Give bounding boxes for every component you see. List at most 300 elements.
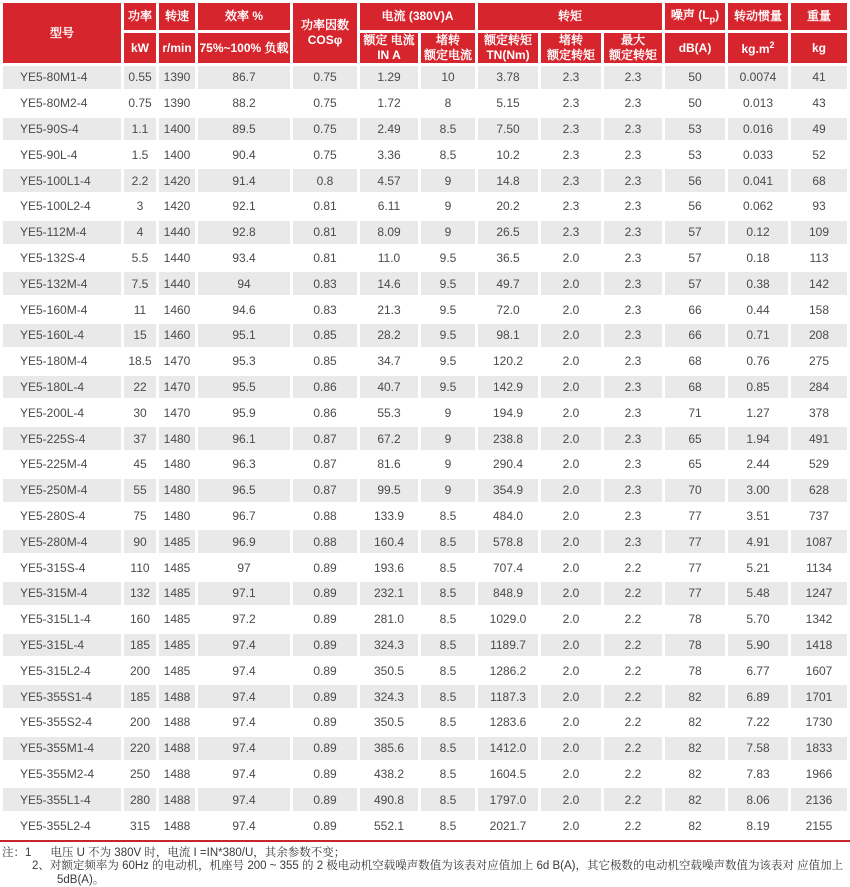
cell-value: 2.3 — [604, 324, 662, 347]
cell-value: 0.89 — [293, 737, 357, 760]
cell-value: 2.2 — [604, 814, 662, 837]
cell-value: 2.0 — [541, 685, 601, 708]
table-row — [3, 427, 847, 450]
footnote-1-text: 电压 U 不为 380V 时，电流 I =IN*380/U，其余参数不变； — [50, 846, 346, 859]
cell-value: 2.3 — [604, 169, 662, 192]
cell-value: 1283.6 — [478, 711, 538, 734]
cell-value: 2.0 — [541, 272, 601, 295]
cell-value: 1460 — [159, 324, 195, 347]
cell-value: 1418 — [791, 634, 847, 657]
cell-value: 1.5 — [124, 143, 156, 166]
cell-value: 95.9 — [198, 401, 290, 424]
cell-value: 36.5 — [478, 247, 538, 270]
cell-value: 10 — [421, 66, 475, 89]
table-row — [3, 272, 847, 295]
cell-model: YE5-250M-4 — [3, 479, 121, 502]
cell-value: 529 — [791, 453, 847, 476]
cell-value: 53 — [665, 118, 725, 141]
cell-value: 8.5 — [421, 634, 475, 657]
cell-value: 281.0 — [360, 608, 418, 631]
cell-value: 0.89 — [293, 582, 357, 605]
cell-value: 1488 — [159, 685, 195, 708]
cell-value: 232.1 — [360, 582, 418, 605]
cell-value: 2.2 — [604, 659, 662, 682]
cell-value: 1.94 — [728, 427, 788, 450]
cell-value: 2.3 — [541, 92, 601, 115]
cell-value: 200 — [124, 659, 156, 682]
cell-value: 5.21 — [728, 556, 788, 579]
cell-value: 11 — [124, 298, 156, 321]
cell-value: 2.3 — [604, 530, 662, 553]
cell-value: 49 — [791, 118, 847, 141]
cell-value: 2.2 — [604, 685, 662, 708]
cell-value: 2.2 — [604, 608, 662, 631]
cell-value: 9 — [421, 169, 475, 192]
cell-value: 1420 — [159, 169, 195, 192]
cell-value: 0.12 — [728, 221, 788, 244]
cell-value: 7.22 — [728, 711, 788, 734]
cell-value: 0.89 — [293, 814, 357, 837]
cell-value: 1480 — [159, 505, 195, 528]
cell-value: 37 — [124, 427, 156, 450]
cell-value: 5.90 — [728, 634, 788, 657]
cell-value: 707.4 — [478, 556, 538, 579]
cell-value: 8.5 — [421, 118, 475, 141]
cell-value: 0.0074 — [728, 66, 788, 89]
cell-value: 94.6 — [198, 298, 290, 321]
cell-value: 1286.2 — [478, 659, 538, 682]
cell-value: 2.0 — [541, 453, 601, 476]
cell-value: 1390 — [159, 66, 195, 89]
cell-value: 1485 — [159, 582, 195, 605]
cell-model: YE5-132S-4 — [3, 247, 121, 270]
cell-value: 0.86 — [293, 376, 357, 399]
cell-value: 1189.7 — [478, 634, 538, 657]
cell-value: 77 — [665, 582, 725, 605]
cell-model: YE5-100L2-4 — [3, 195, 121, 218]
cell-value: 97.4 — [198, 737, 290, 760]
cell-value: 15 — [124, 324, 156, 347]
cell-value: 78 — [665, 659, 725, 682]
cell-value: 0.44 — [728, 298, 788, 321]
cell-value: 2.0 — [541, 763, 601, 786]
cell-value: 55 — [124, 479, 156, 502]
cell-value: 57 — [665, 221, 725, 244]
table-row — [3, 582, 847, 605]
cell-value: 491 — [791, 427, 847, 450]
cell-value: 0.81 — [293, 247, 357, 270]
cell-value: 9 — [421, 453, 475, 476]
cell-value: 71 — [665, 401, 725, 424]
table-row — [3, 298, 847, 321]
cell-value: 14.6 — [360, 272, 418, 295]
cell-value: 11.0 — [360, 247, 418, 270]
cell-value: 0.18 — [728, 247, 788, 270]
cell-value: 133.9 — [360, 505, 418, 528]
cell-value: 1.29 — [360, 66, 418, 89]
table-row — [3, 195, 847, 218]
cell-value: 77 — [665, 556, 725, 579]
cell-model: YE5-90L-4 — [3, 143, 121, 166]
cell-value: 2.0 — [541, 634, 601, 657]
cell-value: 0.89 — [293, 634, 357, 657]
cell-value: 350.5 — [360, 711, 418, 734]
cell-value: 132 — [124, 582, 156, 605]
cell-value: 8.09 — [360, 221, 418, 244]
cell-value: 40.7 — [360, 376, 418, 399]
cell-value: 92.8 — [198, 221, 290, 244]
cell-value: 97.4 — [198, 711, 290, 734]
cell-value: 9 — [421, 221, 475, 244]
cell-value: 2.0 — [541, 788, 601, 811]
cell-value: 4 — [124, 221, 156, 244]
cell-value: 2.3 — [541, 221, 601, 244]
cell-value: 2.3 — [604, 427, 662, 450]
col-header-noise: 噪声 $(L_p)$ — [665, 3, 725, 30]
table-header — [3, 3, 847, 63]
cell-value: 67.2 — [360, 427, 418, 450]
cell-value: 96.5 — [198, 479, 290, 502]
cell-value: 1488 — [159, 737, 195, 760]
cell-model: YE5-160M-4 — [3, 298, 121, 321]
cell-value: 2.0 — [541, 659, 601, 682]
cell-value: 0.75 — [293, 143, 357, 166]
cell-model: YE5-315M-4 — [3, 582, 121, 605]
cell-model: YE5-315L-4 — [3, 634, 121, 657]
cell-value: 0.041 — [728, 169, 788, 192]
col-header-weight: 重量 — [791, 3, 847, 30]
cell-value: 2.0 — [541, 530, 601, 553]
cell-value: 77 — [665, 505, 725, 528]
cell-value: 49.7 — [478, 272, 538, 295]
cell-value: 1488 — [159, 814, 195, 837]
cell-value: 2.0 — [541, 556, 601, 579]
cell-value: 4.57 — [360, 169, 418, 192]
table-row — [3, 505, 847, 528]
cell-value: 628 — [791, 479, 847, 502]
cell-value: 8.06 — [728, 788, 788, 811]
cell-value: 1029.0 — [478, 608, 538, 631]
cell-model: YE5-112M-4 — [3, 221, 121, 244]
cell-value: 3.36 — [360, 143, 418, 166]
cell-value: 2021.7 — [478, 814, 538, 837]
cell-value: 2155 — [791, 814, 847, 837]
table-row — [3, 608, 847, 631]
cell-model: YE5-80M2-4 — [3, 92, 121, 115]
cell-value: 1087 — [791, 530, 847, 553]
cell-value: 2.0 — [541, 376, 601, 399]
cell-model: YE5-80M1-4 — [3, 66, 121, 89]
table-row — [3, 711, 847, 734]
cell-value: 45 — [124, 453, 156, 476]
cell-value: 8.5 — [421, 143, 475, 166]
cell-value: 1480 — [159, 427, 195, 450]
cell-value: 2.3 — [604, 92, 662, 115]
cell-value: 578.8 — [478, 530, 538, 553]
cell-value: 110 — [124, 556, 156, 579]
cell-value: 8 — [421, 92, 475, 115]
cell-value: 56 — [665, 169, 725, 192]
table-row — [3, 659, 847, 682]
cell-value: 2.0 — [541, 479, 601, 502]
cell-value: 43 — [791, 92, 847, 115]
cell-value: 8.5 — [421, 659, 475, 682]
cell-value: 9.5 — [421, 272, 475, 295]
cell-value: 142 — [791, 272, 847, 295]
col-header-model: 型号 — [3, 3, 121, 63]
cell-value: 14.8 — [478, 169, 538, 192]
cell-value: 1342 — [791, 608, 847, 631]
cell-model: YE5-315L1-4 — [3, 608, 121, 631]
cell-value: 5.15 — [478, 92, 538, 115]
cell-value: 0.71 — [728, 324, 788, 347]
cell-value: 1400 — [159, 118, 195, 141]
cell-value: 2.3 — [604, 66, 662, 89]
cell-value: 1134 — [791, 556, 847, 579]
cell-value: 50 — [665, 92, 725, 115]
cell-value: 552.1 — [360, 814, 418, 837]
cell-value: 28.2 — [360, 324, 418, 347]
cell-value: 275 — [791, 350, 847, 373]
cell-value: 9 — [421, 401, 475, 424]
cell-value: 9.5 — [421, 324, 475, 347]
footnote-label: 注：1 — [2, 846, 32, 859]
col-header-max-torque: 最大 额定转矩 — [604, 33, 662, 63]
cell-value: 8.5 — [421, 505, 475, 528]
cell-value: 1604.5 — [478, 763, 538, 786]
cell-value: 2.0 — [541, 608, 601, 631]
table-row — [3, 118, 847, 141]
cell-value: 290.4 — [478, 453, 538, 476]
table-row — [3, 401, 847, 424]
cell-value: 2.3 — [604, 505, 662, 528]
cell-model: YE5-160L-4 — [3, 324, 121, 347]
cell-model: YE5-355L1-4 — [3, 788, 121, 811]
table-row — [3, 169, 847, 192]
cell-value: 1488 — [159, 763, 195, 786]
cell-value: 2.3 — [604, 195, 662, 218]
power-factor-line2: COSφ — [307, 33, 343, 47]
table-row — [3, 453, 847, 476]
cell-value: 9.5 — [421, 376, 475, 399]
cell-value: 57 — [665, 272, 725, 295]
cell-value: 2.0 — [541, 582, 601, 605]
cell-value: 9.5 — [421, 298, 475, 321]
cell-model: YE5-225S-4 — [3, 427, 121, 450]
cell-value: 8.5 — [421, 685, 475, 708]
cell-value: 1485 — [159, 556, 195, 579]
cell-value: 8.5 — [421, 711, 475, 734]
cell-value: 2.3 — [604, 221, 662, 244]
unit-power: kW — [124, 33, 156, 63]
cell-value: 109 — [791, 221, 847, 244]
cell-value: 9.5 — [421, 247, 475, 270]
cell-value: 385.6 — [360, 737, 418, 760]
cell-value: 1488 — [159, 711, 195, 734]
cell-value: 56 — [665, 195, 725, 218]
cell-value: 0.76 — [728, 350, 788, 373]
cell-value: 10.2 — [478, 143, 538, 166]
cell-value: 2.2 — [124, 169, 156, 192]
cell-value: 1480 — [159, 453, 195, 476]
cell-value: 30 — [124, 401, 156, 424]
cell-value: 2.3 — [604, 247, 662, 270]
table-row — [3, 376, 847, 399]
cell-value: 82 — [665, 788, 725, 811]
cell-value: 0.81 — [293, 195, 357, 218]
cell-value: 95.5 — [198, 376, 290, 399]
table-row — [3, 556, 847, 579]
cell-value: 6.89 — [728, 685, 788, 708]
cell-value: 97.2 — [198, 608, 290, 631]
cell-value: 2.3 — [604, 401, 662, 424]
cell-value: 0.016 — [728, 118, 788, 141]
cell-value: 0.75 — [293, 118, 357, 141]
cell-value: 1247 — [791, 582, 847, 605]
cell-value: 66 — [665, 324, 725, 347]
cell-value: 484.0 — [478, 505, 538, 528]
cell-value: 9 — [421, 479, 475, 502]
cell-value: 0.88 — [293, 505, 357, 528]
cell-value: 41 — [791, 66, 847, 89]
cell-value: 1.72 — [360, 92, 418, 115]
cell-value: 2.0 — [541, 711, 601, 734]
cell-value: 9 — [421, 427, 475, 450]
col-header-speed: 转速 — [159, 3, 195, 30]
table-row — [3, 814, 847, 837]
cell-model: YE5-225M-4 — [3, 453, 121, 476]
cell-value: 21.3 — [360, 298, 418, 321]
cell-value: 0.55 — [124, 66, 156, 89]
col-header-locked-torque: 堵转 额定转矩 — [541, 33, 601, 63]
cell-value: 8.5 — [421, 788, 475, 811]
cell-value: 93 — [791, 195, 847, 218]
cell-value: 2.3 — [604, 479, 662, 502]
cell-value: 315 — [124, 814, 156, 837]
unit-weight: kg — [791, 33, 847, 63]
cell-value: 1470 — [159, 376, 195, 399]
cell-value: 2.3 — [541, 118, 601, 141]
cell-value: 0.033 — [728, 143, 788, 166]
cell-value: 2.3 — [604, 376, 662, 399]
cell-value: 0.013 — [728, 92, 788, 115]
cell-value: 97.4 — [198, 634, 290, 657]
cell-value: 95.1 — [198, 324, 290, 347]
cell-value: 1470 — [159, 350, 195, 373]
cell-value: 77 — [665, 530, 725, 553]
cell-value: 354.9 — [478, 479, 538, 502]
cell-value: 1187.3 — [478, 685, 538, 708]
cell-value: 378 — [791, 401, 847, 424]
cell-value: 250 — [124, 763, 156, 786]
cell-value: 0.89 — [293, 608, 357, 631]
cell-value: 65 — [665, 453, 725, 476]
unit-inertia: $kg.m^2$ — [728, 33, 788, 63]
cell-value: 1390 — [159, 92, 195, 115]
cell-value: 2.3 — [604, 143, 662, 166]
cell-value: 99.5 — [360, 479, 418, 502]
cell-value: 194.9 — [478, 401, 538, 424]
cell-value: 120.2 — [478, 350, 538, 373]
cell-value: 97.4 — [198, 814, 290, 837]
cell-value: 8.5 — [421, 814, 475, 837]
cell-value: 490.8 — [360, 788, 418, 811]
cell-value: 0.8 — [293, 169, 357, 192]
cell-value: 86.7 — [198, 66, 290, 89]
cell-value: 18.5 — [124, 350, 156, 373]
cell-value: 98.1 — [478, 324, 538, 347]
cell-value: 9.5 — [421, 350, 475, 373]
cell-value: 1480 — [159, 479, 195, 502]
cell-value: 7.5 — [124, 272, 156, 295]
cell-value: 2.49 — [360, 118, 418, 141]
cell-value: 324.3 — [360, 685, 418, 708]
cell-value: 0.75 — [293, 66, 357, 89]
cell-value: 2.0 — [541, 505, 601, 528]
cell-value: 0.38 — [728, 272, 788, 295]
cell-value: 1966 — [791, 763, 847, 786]
cell-value: 96.9 — [198, 530, 290, 553]
cell-value: 2.3 — [541, 169, 601, 192]
cell-value: 34.7 — [360, 350, 418, 373]
cell-value: 185 — [124, 685, 156, 708]
cell-value: 1485 — [159, 530, 195, 553]
footnotes — [0, 842, 850, 887]
cell-value: 81.6 — [360, 453, 418, 476]
cell-value: 5.48 — [728, 582, 788, 605]
footnote-line-3: 5dB(A)。 — [57, 873, 105, 886]
cell-value: 97.4 — [198, 685, 290, 708]
cell-value: 6.11 — [360, 195, 418, 218]
cell-value: 208 — [791, 324, 847, 347]
cell-value: 1470 — [159, 401, 195, 424]
col-header-locked-current: 堵转 额定电流 — [421, 33, 475, 63]
cell-value: 8.5 — [421, 763, 475, 786]
cell-value: 324.3 — [360, 634, 418, 657]
footnote-line-2: 2、对额定频率为 60Hz 的电动机，机座号 200 ~ 355 的 2 极电动机空载噪声数值为该表对应值加上 6d B(A)，其它极数的电动机空载噪声数值为该表对 应值加上 — [32, 860, 844, 873]
cell-value: 66 — [665, 298, 725, 321]
table-row — [3, 247, 847, 270]
cell-value: 2.0 — [541, 814, 601, 837]
cell-value: 2.3 — [541, 143, 601, 166]
cell-value: 113 — [791, 247, 847, 270]
cell-value: 2.3 — [604, 272, 662, 295]
cell-value: 1460 — [159, 298, 195, 321]
cell-value: 88.2 — [198, 92, 290, 115]
cell-model: YE5-355M1-4 — [3, 737, 121, 760]
cell-value: 97.4 — [198, 788, 290, 811]
cell-value: 350.5 — [360, 659, 418, 682]
cell-value: 2.0 — [541, 324, 601, 347]
table-row — [3, 66, 847, 89]
cell-value: 1440 — [159, 221, 195, 244]
cell-value: 193.6 — [360, 556, 418, 579]
cell-value: 2.3 — [604, 118, 662, 141]
cell-value: 0.83 — [293, 272, 357, 295]
cell-value: 97 — [198, 556, 290, 579]
cell-value: 0.87 — [293, 479, 357, 502]
cell-value: 1701 — [791, 685, 847, 708]
cell-value: 200 — [124, 711, 156, 734]
cell-model: YE5-355S2-4 — [3, 711, 121, 734]
cell-model: YE5-132M-4 — [3, 272, 121, 295]
col-header-inertia: 转动惯量 — [728, 3, 788, 30]
col-header-power: 功率 — [124, 3, 156, 30]
cell-value: 70 — [665, 479, 725, 502]
cell-value: 2.0 — [541, 427, 601, 450]
cell-value: 2.2 — [604, 634, 662, 657]
cell-value: 82 — [665, 737, 725, 760]
